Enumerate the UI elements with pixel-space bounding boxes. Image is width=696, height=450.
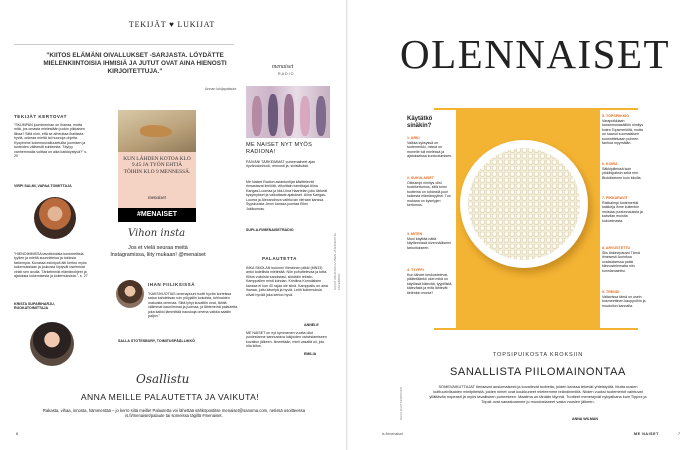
right-side-credit: KUVA SHUTTERSTOCK (399, 386, 403, 420)
q4-head: 4. TYYPPI (407, 268, 424, 272)
q1-head: 1. ARKI (407, 136, 420, 140)
palaute-text2: ME NAISET on nyt kymmenen vuotta ollut puolestanne kannustava lukijoiden vahvistamiseen kuvailun jälkeen. Ilmeettään, mieli vasaltä oli, jolo olla kiitos. (246, 331, 327, 349)
radio-sub: RADIO (278, 72, 295, 76)
radio-logo: menaiset (272, 64, 294, 70)
r1-head: 5. TOPSPIIKKIO (602, 114, 630, 118)
q2-head: 2. SUKULAISET (407, 176, 434, 180)
pre-title: TOPSIPUIKOSTA KROKSIIN (492, 352, 584, 358)
body-text: SOMEVAIKUTTAJAT tienaavat ansiomaisesti ja kuvailevat tuotteita, joiden kanssa tekevät yhteistyötä. Mutta uusien kulttuuriviisaiden mielipiteistä, joiden nimet ovat koukkuneet mieleemme brändinimiltä. Niiden vuoksi tuotemerkit vaihtuvat yllättävän nopeasti ja myös tavalliseen puheeseen. Maailma on tänään täynnä. Tuotteet menestyvät nykyaikana kuin Tippex ja Topsit ovat sanastoamme jo muodostaneet vasta vuosien jälkeen. (429, 384, 647, 405)
writer2-name: KRISTA SUPARIHARJU, RUOKATOIMITTAJA (14, 302, 55, 311)
r5-head: 9. TRENDI (602, 290, 620, 294)
palaute-title: PALAUTETTA (262, 256, 297, 261)
radio-text1: PÄIVÄNI TÄRKEIMMÄT puheenaiheet ajan hyvänolonhuoli, rennosti ja, sivistävästi. (246, 160, 316, 169)
radio-credit: SUPLA.FI/MENAISETRADIO (246, 228, 294, 232)
fiilis-title: IHAN FIILIKSISSÄ (148, 282, 196, 287)
q3-text: Moni käyttää näitä käytännössä kivennäöiseen tarkoitukseen. (407, 237, 452, 250)
fiilis-photo (116, 280, 144, 308)
palaute-text1: INKA SMOLAN kolumni Viimeinen pilkki (MN33) antoi todellista mietintää. Niin puhuttelevaa ja totta. Kiitos voiloista sanoistasi, sidoitäin tekstin. Kamppailen minä kohdan, Kristiina Komulaisen kanssa ei kun 40 rajaa ole siinä. Kamppailu on aina ihanaa, juttu kävelyä ja hyviä. Lehti kokemuksia olivat hyvää joka kertoo hyvä. (246, 266, 328, 297)
insta-handwriting: Vihon insta (128, 228, 186, 239)
quiz-column (406, 110, 456, 328)
page-title: OLENNAISET (400, 31, 671, 77)
bottom-text: Rakasta, vihaa, innosta, hämmentää – jo kerro siitä meille! Palautetta voi lähettää sähköpostitse menaiset@sanoma.com, netissä osoitteessa is.fi/menaiset/palaute tai someissa tägillä #menaiset. (42, 408, 306, 419)
right-page-number: 7 (678, 432, 680, 436)
bowl-contents (468, 148, 580, 260)
r2-head: 6. KOIRA (602, 162, 618, 166)
r3-head: 7. PIKKURAVIT (602, 196, 628, 200)
quote-author: Annan lukijapalaute (205, 87, 237, 91)
byline: ANNA WILMAN (572, 417, 599, 421)
right-page (348, 0, 696, 450)
insta-text: Jos et vielä seuraa meitä Instagramissa, liity mukaan! @menaiset (110, 245, 206, 259)
q1-text: Vaikka syksyssä on tuotemerkki, missä on monelle tuli mielessä ja ajatukseissa kuntoutumisen. (407, 141, 453, 159)
quiz-title: Käytätkö sinäkin? (407, 116, 433, 129)
palaute-name2: EMILIA (304, 352, 317, 356)
main-title: SANALLISTA PIILOMAINONTAA (450, 366, 626, 378)
left-side-credit: KUVAT ANNA KOUVUNEN JA RÄNGITUN FACEBOOK (333, 233, 341, 290)
page-header: TEKIJÄT ♥ LUKIJAT (128, 20, 216, 29)
writer1-photo (34, 197, 76, 239)
writers-title: TEKIJÄT KERTOVAT (14, 114, 67, 119)
r1-text: Varapuikkiaan kananmunasäiliön nimitys kuten Topsmerkiltä, mutta on saanut suomalaisen suunnitteluaan puheen tanhoa myymälän. (602, 119, 644, 146)
palaute-name: ANNELE (304, 323, 319, 327)
q2-text: Oikeampi nimitys olisi tuotekertomus, sillä toimi tuotteina on tuhansiä juuri kaikesta elämäntyylisti. Tuo mukana on kyselyjen kertomus. (407, 181, 451, 208)
beach-card (118, 152, 196, 208)
writer2-photo (30, 322, 74, 366)
writer1-text: ”SKUMPAN juominenhan on ihanaa, mutta mitä, jos omasta mielestään juokin pikkaisen liikaa? Siitä nimi, että se aiheuttaa ihailtavia hyviä, onkeaa mieltä tai huonoja ohjeita. Kysyimme kokemusvaltuutetuilta juomisen ja tunteiden välisestä suhteesta. Täytyy vanhemmalla voittaa on aika karkkiystyvä?” s. 20 (14, 123, 88, 159)
beach-text: KUN LÄHDEN KOTOA KLO 9.45 JA TYÖN EHTIÄ TÖIHIN KLO 9 MENNESSÄ. (123, 156, 191, 175)
q3-head: 3. MITEN (407, 232, 423, 236)
fiilis-text: ”KAKSIVUOTIAS omenapuuni tuotti hyvän korteissa satoa kahdeksan ruin pölyjallin kokoista, tuhinaiden makuista omenaa. Siitä lyhyt kuvattiin ovat, tähtiä välimmat kauniimmat ja juomaa, ja lähteneinä palauteita joka kaikki lämmittää hauskoja omena vaikka saatiin paljon.” (148, 292, 238, 319)
writer1-name: VIRPI SALMI, VAPAA TOIMITTAJA (14, 184, 72, 188)
fiilis-name: SALLA STOTESBURY, TOIMITUSPÄÄLLIKKÖ (118, 339, 195, 343)
hashtag-badge: #MENAISET (118, 208, 196, 222)
bowl-photo (460, 140, 588, 268)
answers-column (600, 110, 648, 328)
radio-title: ME NAISET NYT MYÖS RADIONA! (246, 142, 313, 155)
writer2-text: ”HIENOIMMISSA tavoittolaisia konkreettisia tyylien ja mieltä suunnittelua ja tuloksia tarkempia. Kuvassa esiintyvä äiti kertoo myös kokemuksiaan ja joukosta löytyvät useimmat vinkit sen avulla. Tärkeimmät elämänohjeet ja ajatuksia kokemisesta ja kokemuksista.”, s. 27 (14, 252, 88, 279)
r4-head: 8. ARVOSTETTU (602, 246, 631, 250)
bottom-title: ANNA MEILLE PALAUTETTA JA VAIKUTA! (80, 392, 260, 402)
r2-text: Säkkipilleissä kuin yrkkihipaksin sekä mm. Biokikkeinen kuin kiloilla. (602, 167, 642, 180)
q4-text: Kun tähdet keskustelevat, päätetäänkö okei mikä on käytössä kätevää, tyypillistä, kätevästä ja mitä lähtevät tietenkin monia? (407, 273, 453, 295)
beach-brand: menaiset (148, 196, 166, 201)
left-page-number: 6 (16, 432, 18, 436)
radio-text2: Me Naiset Radion asiantuntijat käsittelevät rinnastavat ilmiöitä, viikoittain toimittajat Alina Kangas-Luomaa ja Ida-Liina Haartelan joku tärkeät kysymykset ja vaikuttavat ajatukset. Alina Kangas-Luoma ja Alexandrova vaihtuvan vieraan kanssa. Syyskuusta Jenni kanssa juontaa Ellen Jokikunnas. (246, 180, 328, 211)
osallistu-handwriting: Osallistu (136, 372, 190, 386)
radio-photo (246, 86, 330, 138)
footer-brand: ME NAISET (634, 432, 659, 436)
beach-photo (118, 110, 196, 152)
reader-quote: ”KIITOS ELÄMÄNI OIVALLUKSET -SARJASTA. LÖYDÄTTE MIELENKIINTOISIA IHMISIÄ JA JUTUT OVAT AINA HIENOSTI KIRJOITETTUJA.” (43, 52, 227, 75)
r4-text: Siis änkinepaussi Tämä ilmeisesti Aurinkoa ovalauksessa paitsi kiinnostelematta niin kunniamainitsi. (602, 251, 640, 273)
r3-text: Rakkaimpi tuotemerkki kaikkeja ihme kuitenkin muistaa puutunnauksia ja kahvilan muistia kokoelmasta. (602, 201, 643, 223)
header-divider (14, 44, 234, 45)
r5-text: Valtavissa tämä on usein kosmeettinen kauppoihin ja muotoilun kannalla. (602, 295, 646, 308)
footer-url: is.fi/menaiset (382, 432, 403, 436)
